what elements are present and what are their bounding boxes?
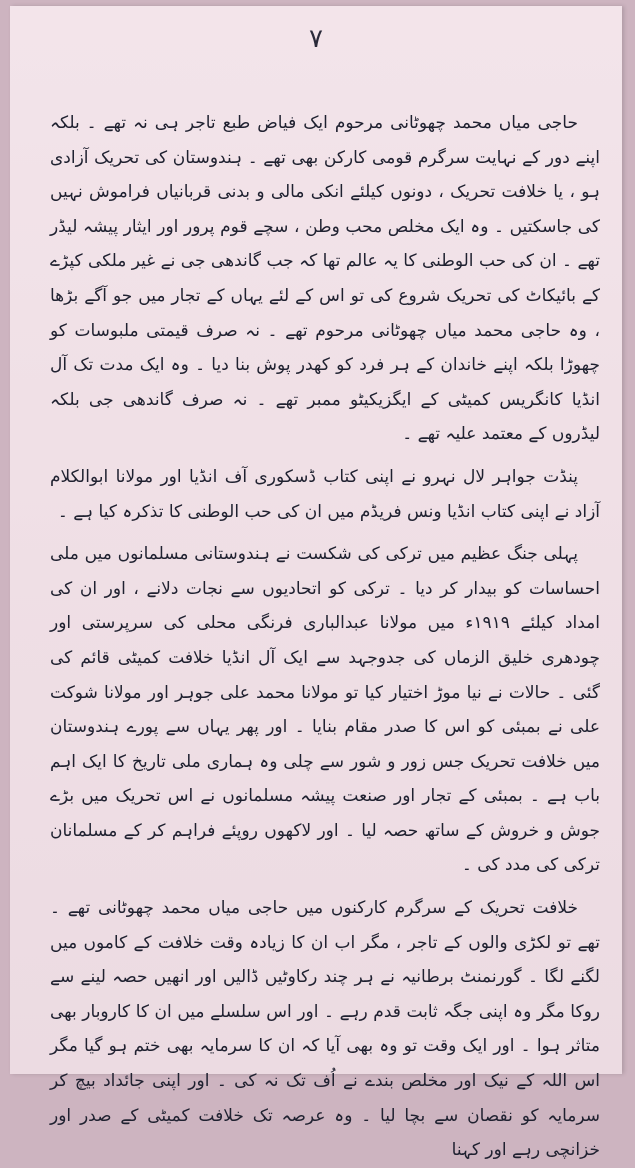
paragraph-1: حاجی میاں محمد چھوٹانی مرحوم ایک فیاض طبع تاجر ہی نہ تھے ۔ بلکہ اپنے دور کے نہایت سرگرم قومی کارکن بھی تھے ۔ ہندوستان کی تحریک آزادی ہو ، یا خلافت تحریک ، دونوں کیلئے انکی مالی و بدنی قربانیاں فراموش نہیں کی جاسکتیں ۔ وہ ایک مخلص محب وطن ، سچے قوم پرور اور ایثار پیشہ لیڈر تھے ۔ ان کی حب الوطنی کا یہ عالم تھا کہ جب گاندھی جی نے غیر ملکی کپڑے کے بائیکاٹ کی تحریک شروع کی تو اس کے لئے یہاں کے تجار میں جو آگے بڑھا ، وہ حاجی محمد میاں چھوٹانی مرحوم تھے ۔ نہ صرف قیمتی ملبوسات کو چھوڑا بلکہ اپنے خاندان کے ہر فرد کو کھدر پوش بنا دیا ۔ وہ ایک مدت تک آل انڈیا کانگریس کمیٹی کے ایگزیکیٹو ممبر تھے ۔ نہ صرف گاندھی جی بلکہ لیڈروں کے معتمد علیہ تھے ۔ xyxy=(50,113,600,445)
book-page xyxy=(10,6,622,1161)
page-text xyxy=(50,106,600,1168)
page-number: ۷ xyxy=(309,24,323,54)
paragraph-gap xyxy=(50,452,600,460)
paragraph-2: پنڈت جواہر لال نہرو نے اپنی کتاب ڈسکوری آف انڈیا اور مولانا ابوالکلام آزاد نے اپنی کتاب انڈیا ونس فریڈم میں ان کی حب الوطنی کا تذکرہ کیا ہے ۔ xyxy=(50,466,600,522)
paragraph-gap xyxy=(50,529,600,537)
paragraph-gap xyxy=(50,883,600,891)
paragraph-3: پہلی جنگ عظیم میں ترکی کی شکست نے ہندوستانی مسلمانوں میں ملی احساسات کو بیدار کر دیا ۔ ترکی کو اتحادیوں سے نجات دلانے ، اور ان کی امداد کیلئے ۱۹۱۹ء میں مولانا عبدالباری فرنگی محلی کی سرپرستی اور چودھری خلیق الزماں کی جدوجہد سے ایک آل انڈیا خلافت کمیٹی قائم کی گئی ۔ حالات نے نیا موڑ اختیار کیا تو مولانا محمد علی جوہر اور مولانا شوکت علی نے بمبئی کو اس کا صدر مقام بنایا ۔ اور پھر یہاں سے پورے ہندوستان میں خلافت تحریک جس زور و شور سے چلی وہ ہماری ملی تاریخ کا ایک اہم باب ہے ۔ بمبئی کے تجار اور صنعت پیشہ مسلمانوں نے اس تحریک میں بڑے جوش و خروش کے ساتھ حصہ لیا ۔ اور لاکھوں روپئے فراہم کر کے مسلمانان ترکی کی مدد کی ۔ xyxy=(50,544,600,876)
paragraph-4: خلافت تحریک کے سرگرم کارکنوں میں حاجی میاں محمد چھوٹانی تھے ۔ تھے تو لکڑی والوں کے تاجر ، مگر اب ان کا زیادہ وقت خلافت کے کاموں میں لگنے لگا ۔ گورنمنٹ برطانیہ نے ہر چند رکاوٹیں ڈالیں اور انھیں حصہ لینے سے روکا مگر وہ اپنی جگہ ثابت قدم رہے ۔ اور اس سلسلے میں ان کا کاروبار بھی متاثر ہوا ۔ اور ایک وقت تو وہ بھی آیا کہ ان کا سرمایہ بھی ختم ہو گیا مگر اس اللہ کے نیک اور مخلص بندے نے اُف تک نہ کی ۔ اور اپنی جائداد بیچ کر سرمایہ کو نقصان سے بچا لیا ۔ وہ عرصہ تک خلافت کمیٹی کے صدر اور خزانچی رہے اور کہنا xyxy=(50,898,600,1161)
